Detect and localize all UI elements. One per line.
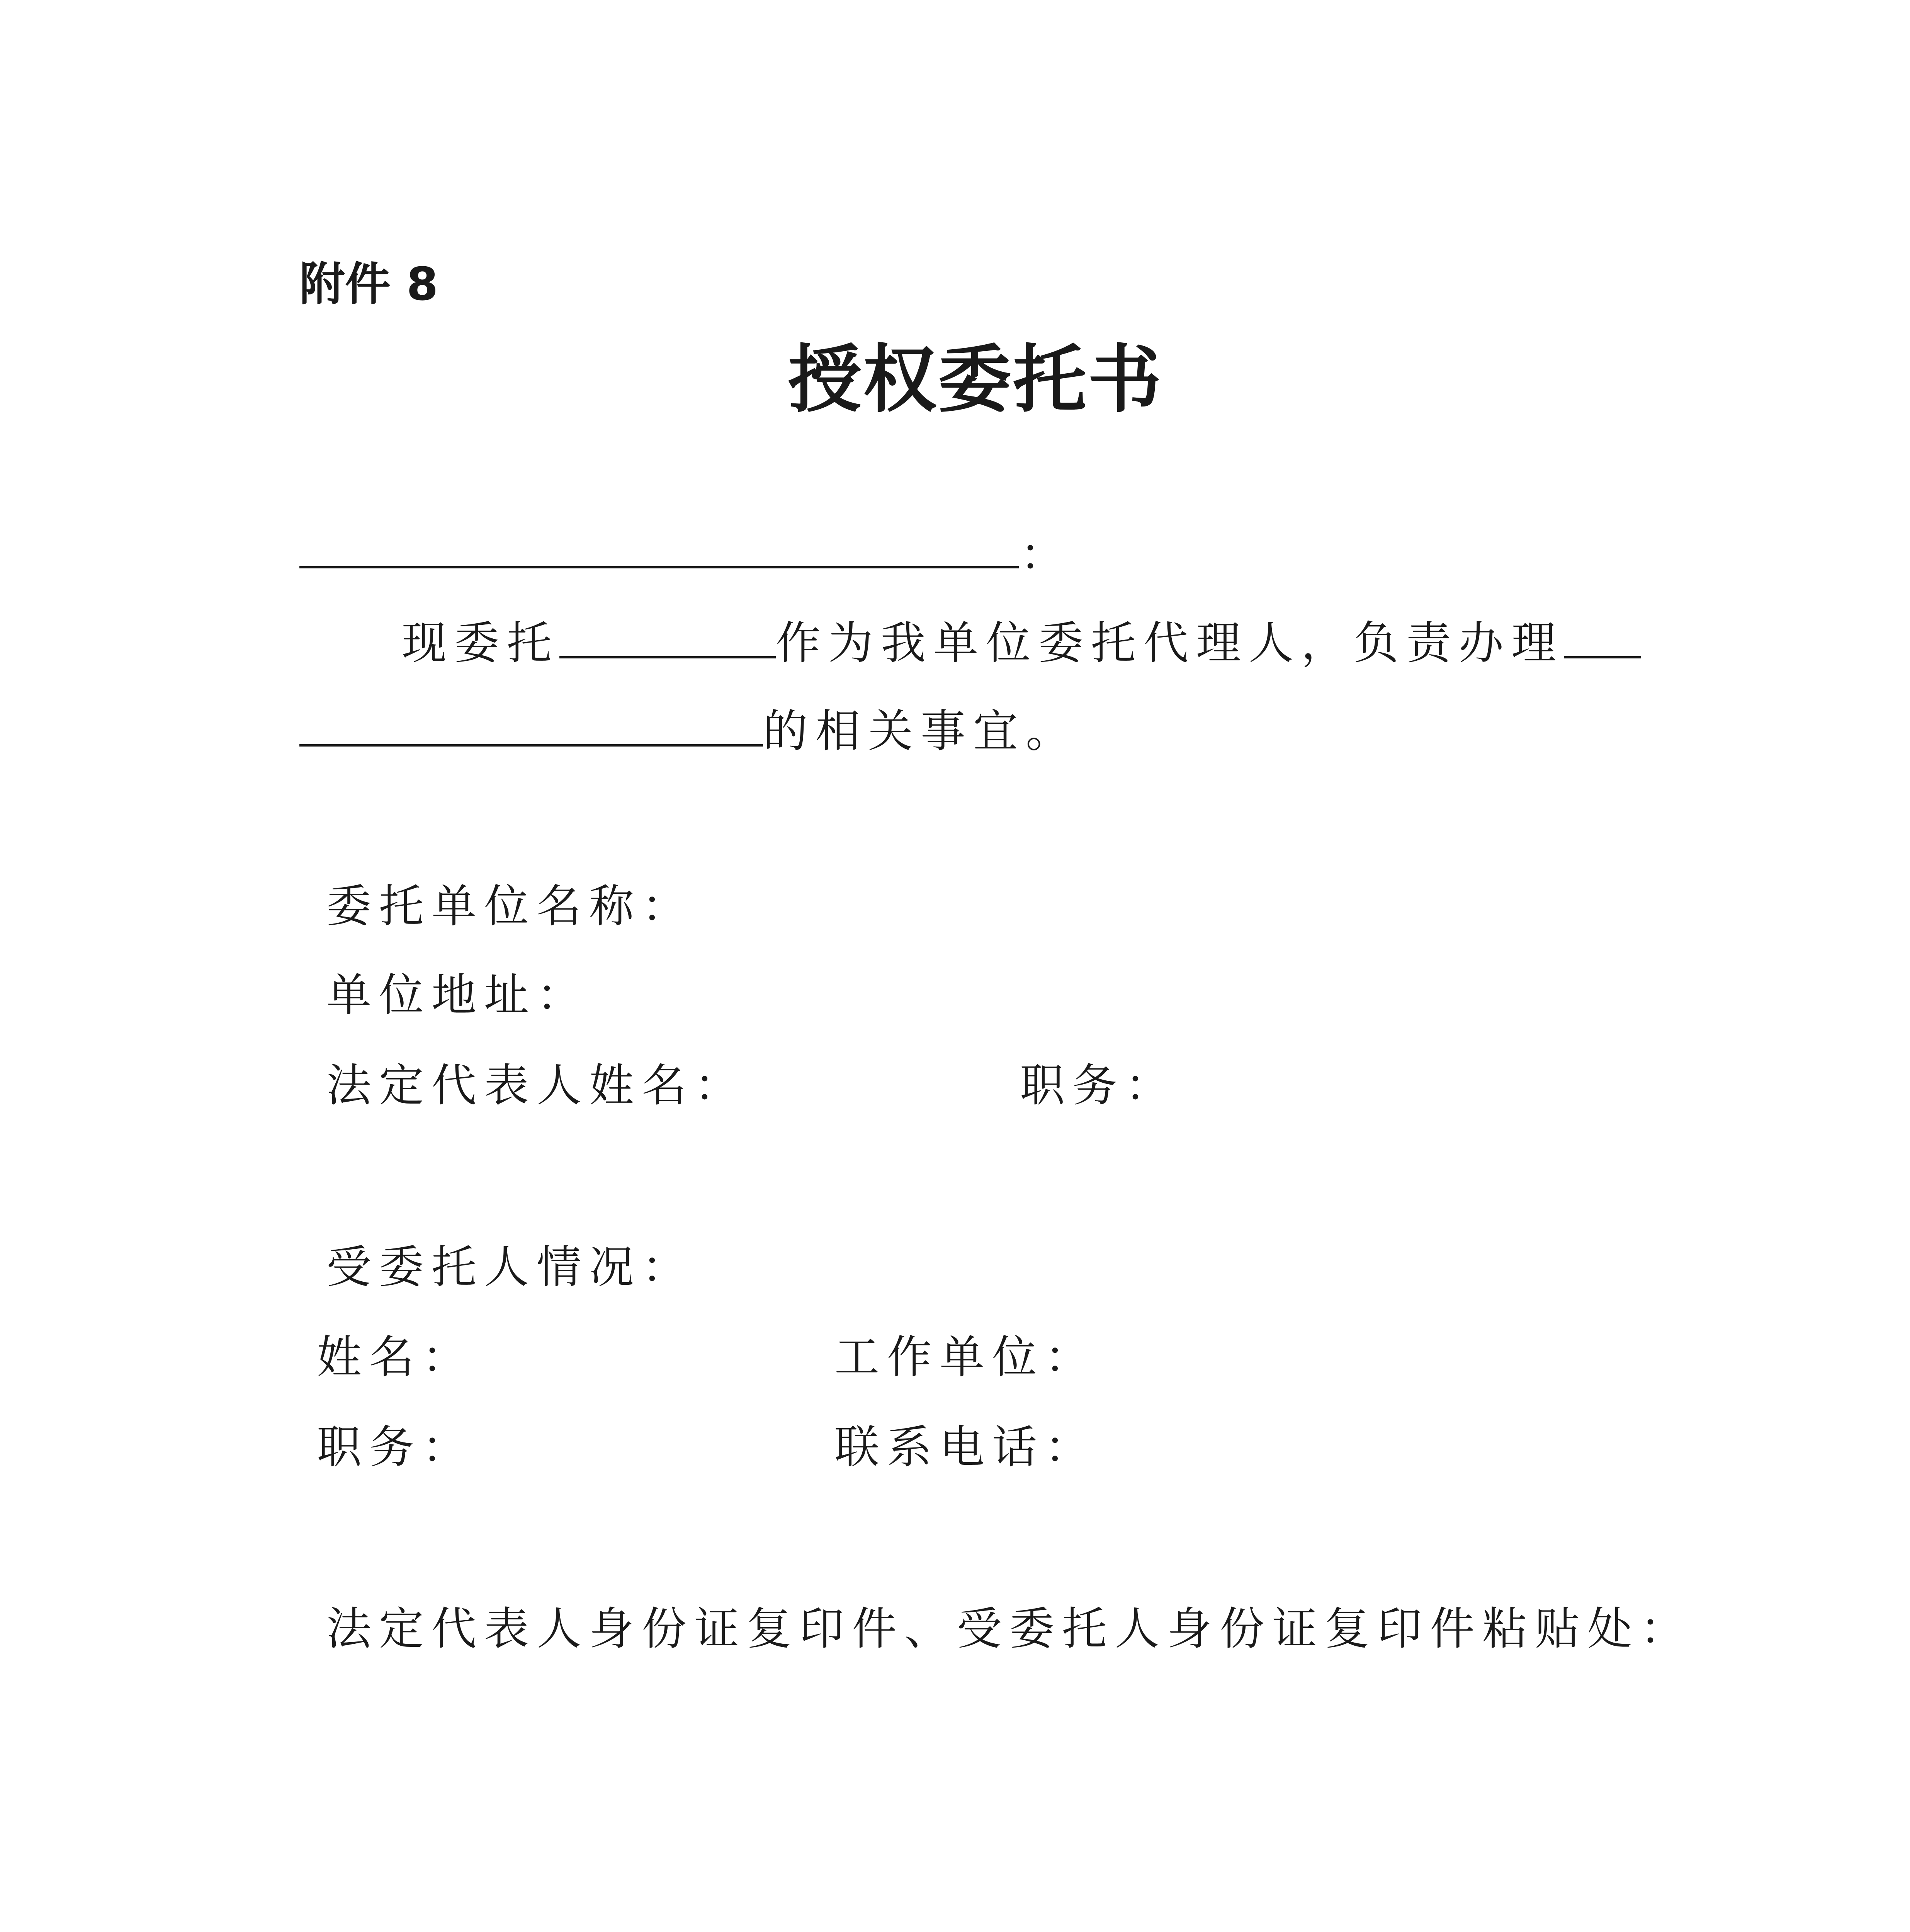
agent-work-unit-label: 工作单位： [834,1331,1097,1383]
legal-rep-position-label: 职务： [1020,1060,1178,1112]
page-title: 授权委托书 [788,337,1163,422]
addressee-colon: ： [1020,529,1072,581]
attachment-label: 附件 8 [299,257,438,311]
paragraph-line-2 [299,702,1078,757]
agent-position-label: 职务： [317,1421,474,1473]
paragraph-line-1 [402,614,1641,669]
id-copy-paste-label: 法定代表人身份证复印件、受委托人身份证复印件粘贴处： [326,1603,1692,1655]
paragraph-text-3: 的相关事宜。 [763,705,1078,757]
agent-section-heading: 受委托人情况： [326,1241,694,1293]
paragraph-text-1: 现委托 [402,617,559,669]
agent-name-label: 姓名： [317,1331,474,1383]
addressee-blank [299,566,1019,568]
legal-rep-name-label: 法定代表人姓名： [326,1060,747,1112]
matter-blank-end [299,702,763,747]
agent-phone-label: 联系电话： [834,1421,1097,1473]
matter-blank-start [1564,614,1641,658]
paragraph-text-2: 作为我单位委托代理人，负责办理 [776,617,1564,669]
agent-name-blank [559,614,776,658]
principal-address-label: 单位地址： [326,969,589,1021]
principal-unit-name-label: 委托单位名称： [326,880,694,932]
